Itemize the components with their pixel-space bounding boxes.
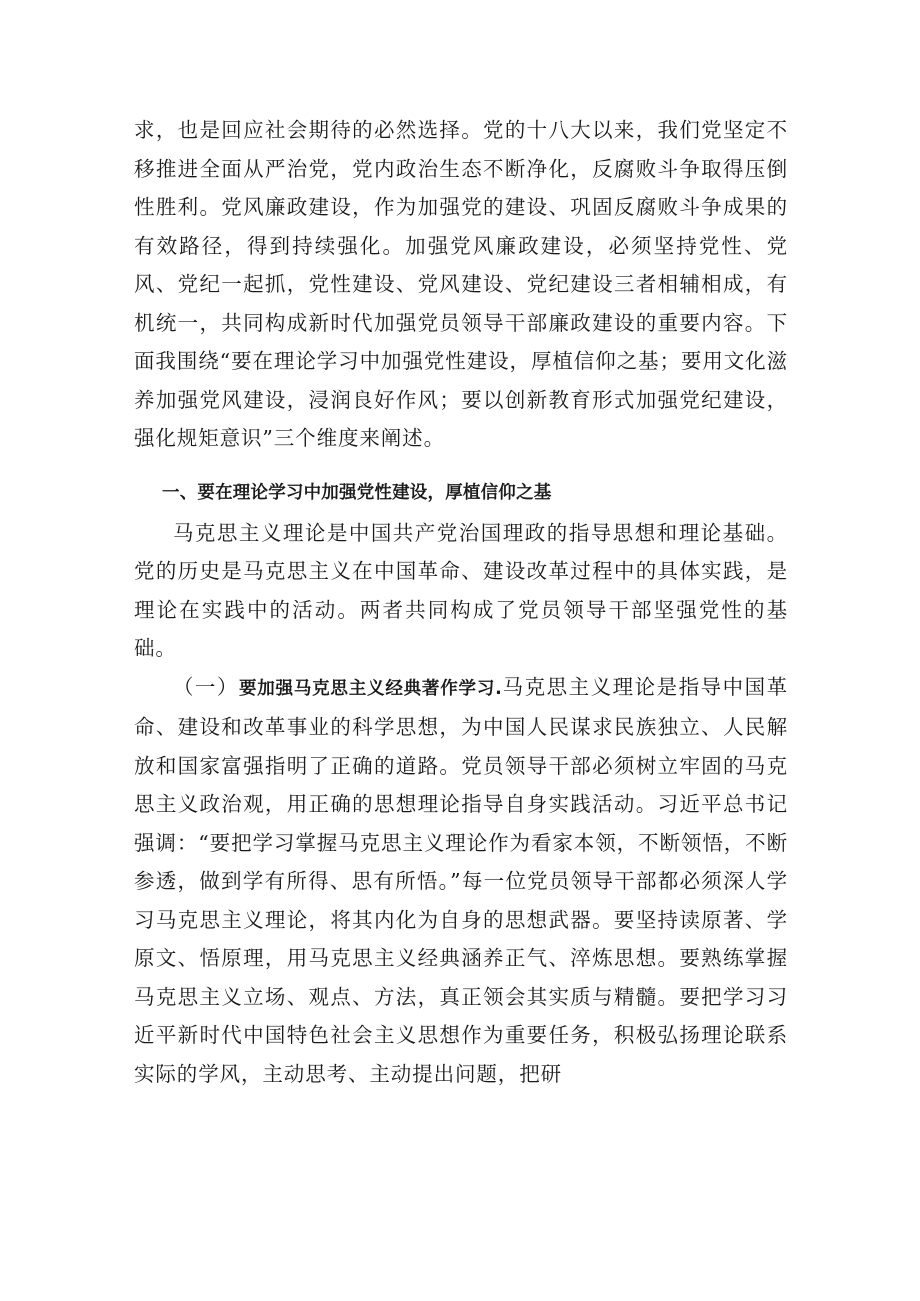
paragraph-section-1-intro-text: 马克思主义理论是中国共产党治国理政的指导思想和理论基础。党的历史是马克思主义在中国革命、建设改革过程中的具体实践，是理论在实践中的活动。两者共同构成了党员领导干部坚强党性的基础。 — [134, 520, 788, 660]
subsection-title: 要加强马克思主义经典著作学习. — [238, 678, 502, 699]
subsection-body-text: 马克思主义理论是指导中国革命、建设和改革事业的科学思想，为中国人民谋求民族独立、人民解放和国家富强指明了正确的道路。党员领导干部必须树立牢固的马克思主义政治观，用正确的思想理论指导自身实践活动。习近平总书记强调：“要把学习掌握马克思主义理论作为看家本领，不断领悟，不断参透，做到学有所得、思有所悟。”每一位党员领导干部都必须深人学习马克思主义理论，将其内化为自身的思想武器。要坚持读原著、学原文、悟原理，用马克思主义经典涵养正气、淬炼思想。要熟练掌握马克思主义立场、观点、方法，真正领会其实质与精髓。要把学习习近平新时代中国特色社会主义思想作为重要任务，积极弘扬理论联系实际的学风，主动思考、主动提出问题，把研 — [134, 674, 788, 1086]
paragraph-section-1-intro — [134, 514, 788, 668]
paragraph-intro-continuation: 求，也是回应社会期待的必然选择。党的十八大以来，我们党坚定不移推进全面从严治党，党内政治生态不断净化，反腐败斗争取得压倒性胜利。党风廉政建设，作为加强党的建设、巩固反腐败斗争成果的有效路径，得到持续强化。加强党风廉政建设，必须坚持党性、党风、党纪一起抓，党性建设、党风建设、党纪建设三者相辅相成，有机统一，共同构成新时代加强党员领导干部廉政建设的重要内容。下面我围绕“要在理论学习中加强党性建设，厚植信仰之基；要用文化滋养加强党风建设，浸润良好作风；要以创新教育形式加强党纪建设，强化规矩意识”三个维度来阐述。 — [134, 118, 788, 450]
section-heading-1: 一、要在理论学习中加强党性建设，厚植信仰之基 — [162, 482, 552, 503]
subsection-number: （一） — [172, 674, 239, 699]
paragraph-subsection-1 — [134, 668, 788, 1094]
document-body — [134, 111, 788, 1093]
